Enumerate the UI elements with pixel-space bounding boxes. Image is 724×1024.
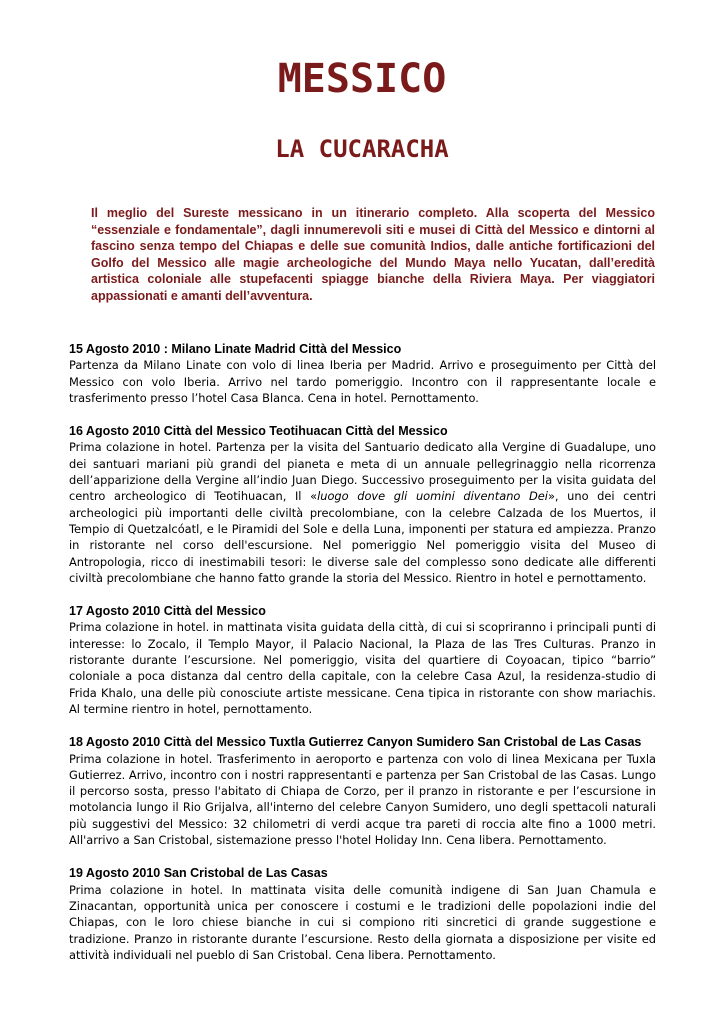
day-heading: 19 Agosto 2010 San Cristobal de Las Casas — [69, 866, 328, 881]
itinerary-day-3 — [69, 603, 656, 717]
day-text-before: Prima colazione in hotel. Partenza per la visita del Santuario dedicato alla Vergine di Guadalupe, uno dei santuari mariani più grandi del pianeta e meta di un annuale pellegrinaggio nella ricorrenza dell’apparizione della Vergine all’indio Juan Diego. Successivo proseguimento per la visita guidata del centro archeologico di Teotihuacan, Il « — [69, 440, 656, 504]
day-text: Prima colazione in hotel. In mattinata visita delle comunità indigene di San Juan Chamula e Zinacantan, opportunità unica per conoscere i costumi e le tradizioni delle popolazioni indie del Chiapas, con le loro chiese bianche in cui si compiono riti sincretici di grande suggestione e tradizione. Pranzo in ristorante durante l’escursione. Resto della giornata a disposizione per visite ed attività individuali nel pueblo di San Cristobal. Cena libera. Pernottamento. — [69, 882, 656, 962]
day-text: Prima colazione in hotel. in mattinata visita guidata della città, di cui si scopriranno i principali punti di interesse: lo Zocalo, il Templo Mayor, il Palacio Nacional, la Plaza de las Tres Culturas. Pranzo in ristorante durante l’escursione. Nel pomeriggio, visita del quartiere di Coyoacan, tipico “barrio” coloniale a poca distanza dal centro della capitale, con la celebre Casa Azul, la residenza-studio di Frida Khalo, una delle più conosciute artiste messicane. Cena tipica in ristorante con show mariachis. Al termine rientro in hotel, pernottamento. — [69, 620, 656, 716]
itinerary-day-2 — [69, 423, 656, 586]
itinerary-day-5 — [69, 865, 656, 963]
document-title: MESSICO — [277, 56, 447, 102]
day-heading: 16 Agosto 2010 Città del Messico Teotihuacan Città del Messico — [69, 424, 448, 439]
intro-paragraph: Il meglio del Sureste messicano in un itinerario completo. Alla scoperta del Messico “essenziale e fondamentale”, dagli innumerevoli siti e musei di Città del Messico e dintorni al fascino senza tempo del Chiapas e delle sue comunità Indios, dalle antiche fortificazioni del Golfo del Messico alle magie archeologiche del Mundo Maya nello Yucatan, dall’eredità artistica coloniale alle stupefacenti spiagge bianche della Riviera Maya. Per viaggiatori appassionati e amanti dell’avventura. — [91, 206, 655, 303]
itinerary-day-4 — [69, 734, 656, 848]
day-text-after: », uno dei centri archeologici più importanti delle civiltà precolombiane, con la celebre Calzada de los Muertos, il Tempio di Quetzalcóatl, e le Piramidi del Sole e della Luna, imponenti per statura ed ampiezza. Pranzo in ristorante nel corso dell'escursione. Nel pomeriggio Nel pomeriggio visita del Museo di Antropologia, ricco di inestimabili tesori: le diverse sale del complesso sono dedicate alle differenti civiltà precolombiane che hanno fatto grande la storia del Messico. Rientro in hotel e pernottamento. — [69, 489, 656, 585]
day-text: Prima colazione in hotel. Trasferimento in aeroporto e partenza con volo di linea Mexicana per Tuxla Gutierrez. Arrivo, incontro con i nostri rappresentanti e partenza per San Cristobal de las Casas. Lungo il percorso sosta, presso l'abitato di Chiapa de Corzo, per il pranzo in ristorante e per l’escursione in motolancia lungo il Rio Grijalva, all'interno del celebre Canyon Sumidero, uno degli spettacoli naturali più suggestivi del Messico: 32 chilometri di verdi acque tra pareti di roccia alte fino a 1000 metri. All'arrivo a San Cristobal, sistemazione presso l'hotel Holiday Inn. Cena libera. Pernottamento. — [69, 751, 656, 848]
day-heading: 17 Agosto 2010 Città del Messico — [69, 604, 266, 619]
itinerary-day-1 — [69, 341, 656, 406]
document-subtitle: LA CUCARACHA — [275, 135, 449, 163]
day-text-italic: luogo dove gli uomini diventano Dei — [317, 489, 548, 504]
day-text — [69, 439, 656, 586]
day-heading: 15 Agosto 2010 : Milano Linate Madrid Città del Messico — [69, 342, 402, 356]
day-text: Partenza da Milano Linate con volo di linea Iberia per Madrid. Arrivo e proseguimento per Città del Messico con volo Iberia. Arrivo nel tardo pomeriggio. Incontro con il rappresentante locale e trasferimento presso l’hotel Casa Blanca. Cena in hotel. Pernottamento. — [69, 358, 656, 405]
day-heading: 18 Agosto 2010 Città del Messico Tuxtla Gutierrez Canyon Sumidero San Cristobal de Las Casas — [69, 735, 642, 750]
itinerary — [69, 341, 656, 980]
